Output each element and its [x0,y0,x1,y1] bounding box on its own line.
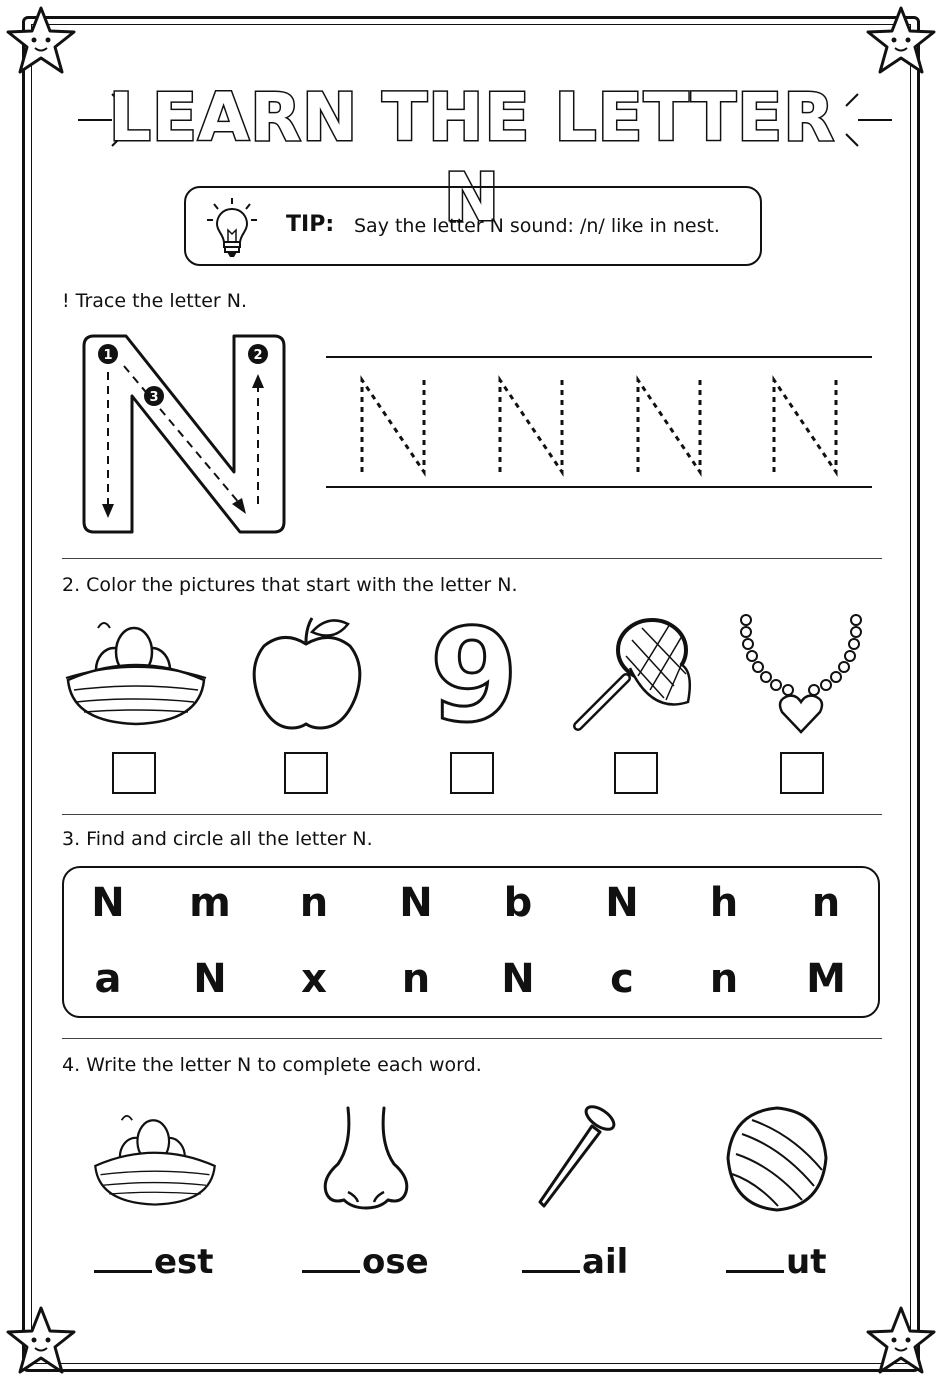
grid-letter[interactable]: n [709,956,739,1002]
divider [62,558,882,559]
answer-blank[interactable] [94,1269,152,1273]
trace-letters [350,372,870,482]
stroke-step-1: 1 [103,348,113,363]
answer-blank[interactable] [302,1269,360,1273]
star-icon [4,1304,78,1378]
word-ending: ail [582,1242,629,1282]
picture-checkbox[interactable] [780,752,824,794]
trace-letter-n[interactable] [362,380,424,472]
section-1-title: ! Trace the letter N. [62,290,247,312]
picture-checkbox[interactable] [614,752,658,794]
grid-letter[interactable]: n [811,880,841,926]
stroke-step-2: 2 [253,348,263,363]
word-blank[interactable] [522,1242,628,1282]
grid-letter[interactable]: N [399,880,433,926]
grid-letter[interactable]: N [91,880,125,926]
word-blank[interactable] [726,1242,826,1282]
grid-letter[interactable]: c [610,956,634,1002]
grid-letter[interactable]: M [806,956,846,1002]
grid-letter[interactable]: b [503,880,533,926]
grid-letter[interactable]: n [299,880,329,926]
grid-letter[interactable]: N [501,956,535,1002]
grid-letter[interactable]: x [301,956,327,1002]
grid-letter[interactable]: m [189,880,231,926]
section-4-title: 4. Write the letter N to complete each word. [62,1054,482,1076]
picture-checkbox[interactable] [284,752,328,794]
answer-blank[interactable] [522,1269,580,1273]
word-ending: est [154,1242,214,1282]
nest-icon [62,612,210,730]
divider [62,1038,882,1039]
grid-letter[interactable]: a [94,956,122,1002]
star-icon [4,4,78,78]
star-icon [864,4,938,78]
grid-letter[interactable]: h [709,880,739,926]
nose-icon [318,1104,414,1212]
word-blank[interactable] [94,1242,214,1282]
answer-blank[interactable] [726,1269,784,1273]
picture-checkbox[interactable] [450,752,494,794]
page-title: LEARN THE LETTER N [108,79,836,236]
star-icon [864,1304,938,1378]
tip-text: Say the letter N sound: /n/ like in nest. [354,215,720,237]
nail-icon [530,1102,620,1212]
tip-label: TIP: [286,212,335,237]
nut-icon [722,1104,832,1214]
sparkle-right-icon [838,80,898,160]
writing-line-top [326,356,872,358]
divider [62,814,882,815]
apple-icon [248,610,366,734]
necklace-icon [736,612,866,736]
letter-n-stroke-guide [80,332,288,536]
nine-icon [424,614,524,732]
grid-letter[interactable]: N [605,880,639,926]
section-3-title: 3. Find and circle all the letter N. [62,828,373,850]
tip-box [184,186,762,266]
grid-letter[interactable]: n [401,956,431,1002]
net-icon [570,610,702,734]
lightbulb-icon [204,196,260,260]
trace-letter-n[interactable] [638,380,700,472]
stroke-step-3: 3 [149,390,159,405]
word-ending: ose [362,1242,429,1282]
nest-icon [90,1106,220,1210]
writing-line-bottom [326,486,872,488]
grid-letter[interactable]: N [193,956,227,1002]
section-2-title: 2. Color the pictures that start with the letter N. [62,574,518,596]
nine-digit: 9 [429,614,519,732]
word-blank[interactable] [302,1242,429,1282]
trace-letter-n[interactable] [774,380,836,472]
word-ending: ut [786,1242,827,1282]
picture-checkbox[interactable] [112,752,156,794]
trace-letter-n[interactable] [500,380,562,472]
